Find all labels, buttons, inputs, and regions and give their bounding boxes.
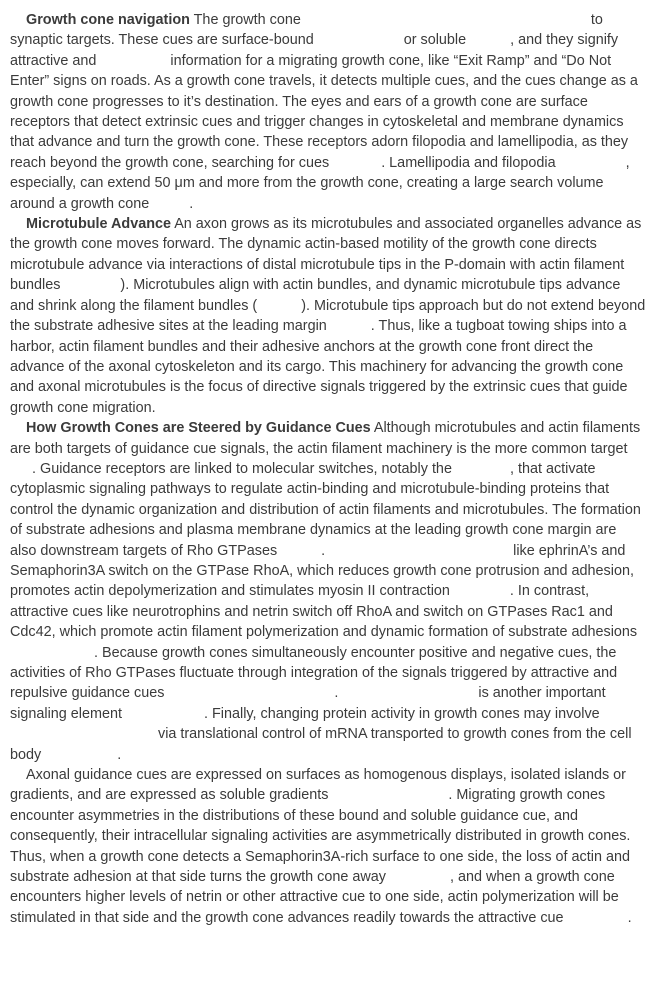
text-run: or soluble: [399, 32, 471, 49]
text-run: , that activate cytoplasmic signaling pathways to regulate actin-binding and microtubule-binding proteins that control the dynamic organization and distribution of actin filaments and microtubules. The formation of substrate adhesions and plasma membrane dynamics at the leading growth cone margin are also downstream targets of Rho GTPases: [10, 460, 641, 559]
text-run: information for a migrating growth cone, like “Exit Ramp” and “Do Not Enter” signs on roads. As a growth cone travels, it detects multiple cues, and the cues change as a growth cone progresses to it’s destination. The eyes and ears of a growth cone are surface receptors that detect extrinsic cues and trigger changes in cytoskeletal and membrane dynamics that advance and turn the growth cone. These receptors adorn filopodia and lamellipodia, as they reach beyond the growth cone, searching for cues: [10, 52, 638, 171]
text-run: . Because growth cones simultaneously encounter positive and negative cues, the activities of Rho GTPases fluctuate through integration of the signals triggered by attractive and repulsive guidance cues: [10, 644, 618, 702]
text-run: .: [334, 685, 343, 702]
text-run: , and they signify attractive and: [10, 32, 619, 69]
text-run: .: [627, 909, 632, 926]
section-heading: How Growth Cones are Steered by Guidance Cues: [26, 420, 371, 437]
paragraph-guidance-cue-distribution: [10, 765, 646, 928]
text-run: to synaptic targets. These cues are surface-bound: [10, 12, 603, 49]
text-run: An axon grows as its microtubules and associated organelles advance as the growth cone moves forward. The dynamic actin-based motility of the growth cone directs microtubule advance via interactions of distal microtubule tips in the P-domain with actin filament bundles: [10, 216, 642, 294]
text-run: .: [321, 542, 330, 559]
paragraph-microtubule-advance: [10, 214, 646, 418]
paragraph-steering-by-guidance-cues: [10, 418, 646, 765]
text-run: , especially, can extend 50 μm and more from the growth cone, creating a large search volume around a growth cone: [10, 154, 630, 212]
text-run: like ephrinA’s and Semaphorin3A switch on the GTPase RhoA, which reduces growth cone protrusion and adhesion, promotes actin depolymerization and stimulates myosin II contraction: [10, 542, 634, 600]
text-run: . Lamellipodia and filopodia: [381, 154, 560, 171]
text-run: ). Microtubules align with actin bundles, and dynamic microtubule tips advance and shrink along the filament bundles (: [10, 277, 621, 314]
section-heading: Microtubule Advance: [26, 216, 171, 233]
text-run: . Migrating growth cones encounter asymmetries in the distributions of these bound and soluble guidance cue, and consequently, their intracellular signaling activities are asymmetrically distributed in growth cones. Thus, when a growth cone detects a Semaphorin3A-rich surface to one side, the loss of actin and substrate adhesion at that side turns the growth cone away: [10, 787, 631, 886]
text-run: Axonal guidance cues are expressed on surfaces as homogenous displays, isolated islands or gradients, and are expressed as soluble gradients: [10, 767, 626, 804]
text-run: is another important signaling element: [10, 685, 606, 722]
text-run: . Finally, changing protein activity in growth cones may involve: [204, 705, 600, 722]
text-run: via translational control of mRNA transported to growth cones from the cell body: [10, 726, 632, 763]
text-run: . Guidance receptors are linked to molecular switches, notably the: [32, 460, 456, 477]
paragraph-growth-cone-navigation: [10, 10, 646, 214]
text-run: .: [189, 195, 194, 212]
text-run: ). Microtubule tips approach but do not extend beyond the substrate adhesive sites at the leading margin: [10, 297, 646, 335]
text-run: . Thus, like a tugboat towing ships into a harbor, actin filament bundles and their adhesive anchors at the growth cone front direct the advance of the axonal cytoskeleton and its cargo. This machinery for advancing the growth cone and axonal microtubules is the focus of directive signals triggered by the extrinsic cues that guide growth cone migration.: [10, 318, 628, 416]
text-run: . In contrast, attractive cues like neurotrophins and netrin switch off RhoA and switch on GTPases Rac1 and Cdc42, which promote actin filament polymerization and dynamic formation of substrate adhesions: [10, 583, 638, 641]
text-run: , and when a growth cone encounters higher levels of netrin or other attractive cue to one side, actin polymerization will be stimulated in that side and the growth cone advances readily towards the attractive cue: [10, 869, 619, 926]
section-heading: Growth cone navigation: [26, 12, 190, 28]
text-run: .: [117, 746, 122, 763]
text-run: Although microtubules and actin filaments are both targets of guidance cue signals, the actin filament machinery is the more common target: [10, 420, 641, 457]
text-run: The growth cone: [189, 12, 305, 28]
